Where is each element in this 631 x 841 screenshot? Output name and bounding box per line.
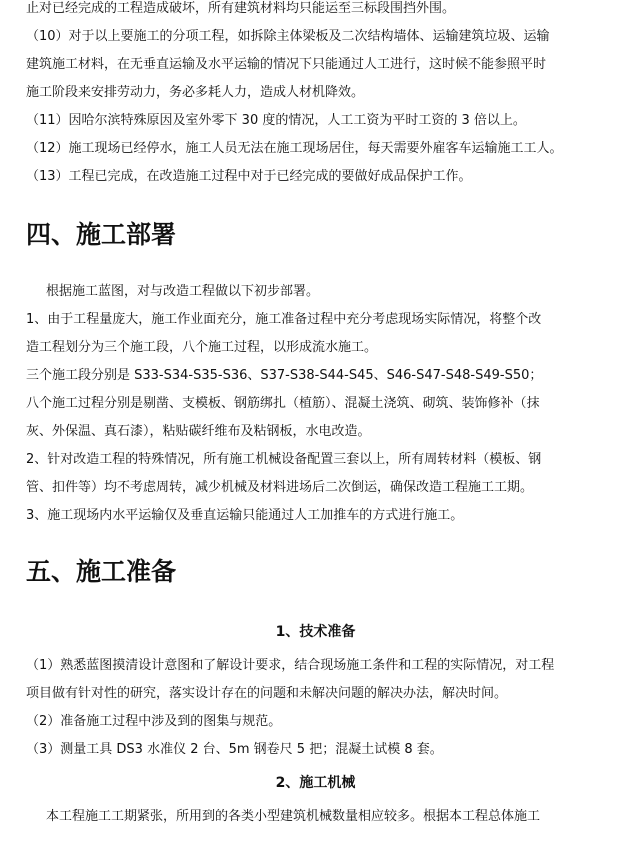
paragraph-line: 止对已经完成的工程造成破坏，所有建筑材料均只能运至三标段围挡外围。 <box>26 1 456 16</box>
paragraph-line: （10）对于以上要施工的分项工程，如拆除主体梁板及二次结构墙体、运输建筑垃圾、运输 <box>26 29 550 44</box>
paragraph-line: 八个施工过程分别是剔凿、支模板、钢筋绑扎（植筋）、混凝土浇筑、砌筑、装饰修补（抹 <box>26 396 540 411</box>
paragraph-line: 管、扣件等）均不考虑周转，减少机械及材料进场后二次倒运，确保改造工程施工工期。 <box>26 480 534 495</box>
section-heading-deployment: 四、施工部署 <box>26 220 177 249</box>
paragraph-line: 三个施工段分别是 S33-S34-S35-S36、S37-S38-S44-S45、S46-S47-S48-S49-S50； <box>26 368 543 383</box>
paragraph-line: 1、由于工程量庞大，施工作业面充分，施工准备过程中充分考虑现场实际情况，将整个改 <box>26 312 542 327</box>
section-heading-preparation: 五、施工准备 <box>26 557 177 586</box>
paragraph-line: （3）测量工具 DS3 水准仪 2 台、5m 钢卷尺 5 把；混凝土试模 8 套。 <box>26 742 443 757</box>
paragraph-line: （1）熟悉蓝图摸清设计意图和了解设计要求，结合现场施工条件和工程的实际情况，对工程 <box>26 658 555 673</box>
paragraph-line: 建筑施工材料，在无垂直运输及水平运输的情况下只能通过人工进行，这时候不能参照平时 <box>26 57 547 72</box>
paragraph-line: （11）因哈尔滨特殊原因及室外零下 30 度的情况，人工工资为平时工资的 3 倍以上。 <box>26 113 526 128</box>
section-intro: 根据施工蓝图，对与改造工程做以下初步部署。 <box>46 284 320 299</box>
paragraph-line: 造工程划分为三个施工段，八个施工过程，以形成流水施工。 <box>26 340 378 355</box>
paragraph-line: 项目做有针对性的研究，落实设计存在的问题和未解决问题的解决办法，解决时间。 <box>26 686 508 701</box>
paragraph-line: 本工程施工工期紧张，所用到的各类小型建筑机械数量相应较多。根据本工程总体施工 <box>46 809 541 824</box>
paragraph-line: （12）施工现场已经停水，施工人员无法在施工现场居住，每天需要外雇客车运输施工工人。 <box>26 141 563 156</box>
paragraph-line: （13）工程已完成，在改造施工过程中对于已经完成的要做好成品保护工作。 <box>26 169 472 184</box>
paragraph-line: 施工阶段来安排劳动力，务必多耗人力，造成人材机降效。 <box>26 85 365 100</box>
paragraph-line: 2、针对改造工程的特殊情况，所有施工机械设备配置三套以上，所有周转材料（模板、钢 <box>26 452 542 467</box>
subheading-construction-machinery: 2、施工机械 <box>275 775 356 791</box>
paragraph-line: 灰、外保温、真石漆），粘贴碳纤维布及粘钢板，水电改造。 <box>26 424 371 439</box>
paragraph-line: （2）准备施工过程中涉及到的图集与规范。 <box>26 714 282 729</box>
subheading-technical-preparation: 1、技术准备 <box>275 624 356 640</box>
paragraph-line: 3、施工现场内水平运输仅及垂直运输只能通过人工加推车的方式进行施工。 <box>26 508 464 523</box>
